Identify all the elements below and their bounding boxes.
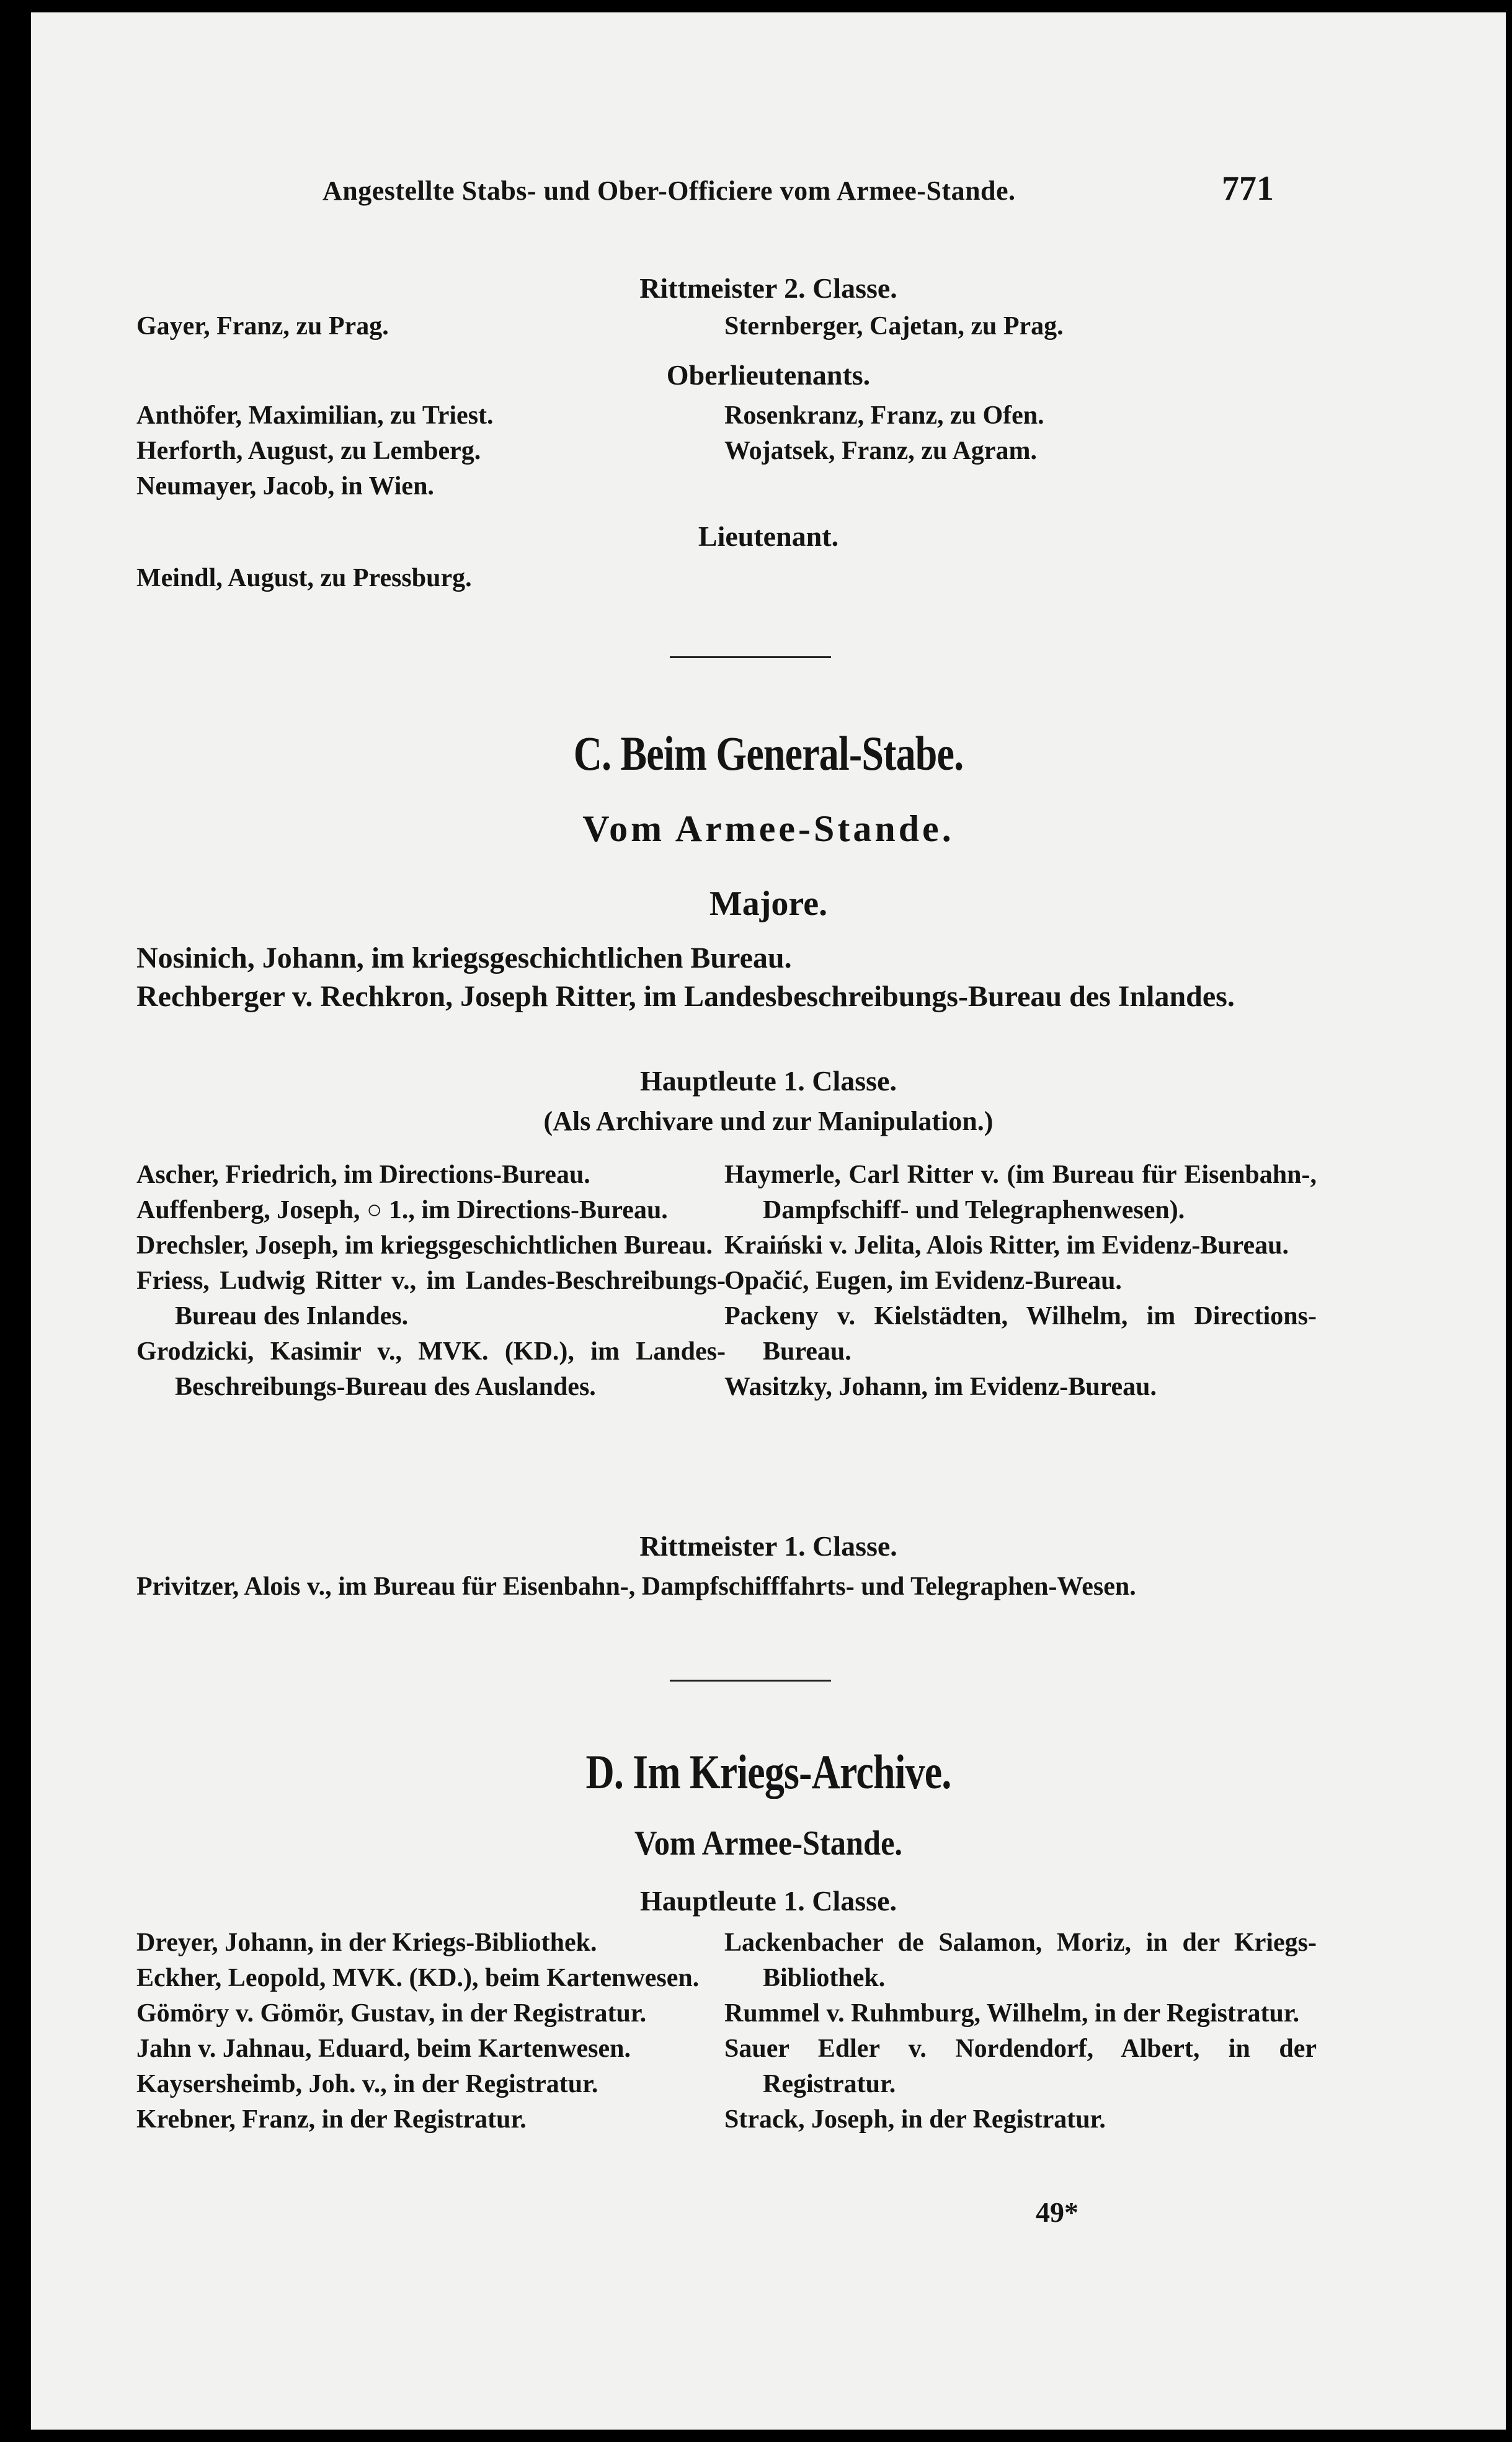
list-item: Neumayer, Jacob, in Wien. xyxy=(136,472,434,501)
list-item: Haymerle, Carl Ritter v. (im Bureau für Eisenbahn-, Dampfschiff- und Telegraphenwesen). xyxy=(724,1161,1317,1224)
list-item: Grodzicki, Kasimir v., MVK. (KD.), im Landes-Beschreibungs-Bureau des Auslandes. xyxy=(136,1337,726,1401)
heading-note: (Als Archivare und zur Manipulation.) xyxy=(543,1106,994,1136)
list-item: Meindl, August, zu Pressburg. xyxy=(136,564,472,592)
book-page xyxy=(31,12,1506,2430)
rank-heading-hauptleute-1-d: Hauptleute 1. Classe. xyxy=(640,1885,897,1917)
section-subtitle-c: Vom Armee-Stande. xyxy=(582,808,954,849)
page-number: 771 xyxy=(1222,169,1274,208)
list-item: Wasitzky, Johann, im Evidenz-Bureau. xyxy=(724,1373,1157,1401)
list-item: Anthöfer, Maximilian, zu Triest. xyxy=(136,401,494,430)
rank-heading-hauptleute-1: Hauptleute 1. Classe. xyxy=(640,1065,897,1097)
signature-mark: 49* xyxy=(1036,2196,1078,2228)
left-column xyxy=(136,1925,726,2137)
rank-heading-lieutenant: Lieutenant. xyxy=(698,520,839,552)
list-item: Eckher, Leopold, MVK. (KD.), beim Kartenwesen. xyxy=(136,1964,700,1992)
list-item: Jahn v. Jahnau, Eduard, beim Kartenwesen. xyxy=(136,2034,631,2063)
list-item: Auffenberg, Joseph, ○ 1., im Directions-Bureau. xyxy=(136,1196,668,1224)
list-item: Gömöry v. Gömör, Gustav, in der Registratur. xyxy=(136,1999,647,2028)
left-column xyxy=(136,309,726,344)
right-column xyxy=(724,398,1317,469)
right-column xyxy=(724,309,1317,344)
right-column xyxy=(724,1925,1317,2137)
left-column xyxy=(136,561,726,596)
right-column xyxy=(724,1157,1317,1405)
list-item: Rosenkranz, Franz, zu Ofen. xyxy=(724,401,1044,430)
section-divider xyxy=(670,1680,831,1682)
rittmeister-1-list xyxy=(136,1569,1318,1605)
list-item: Sauer Edler v. Nordendorf, Albert, in der Registratur. xyxy=(724,2034,1317,2098)
list-item: Privitzer, Alois v., im Bureau für Eisenbahn-, Dampfschifffahrts- und Telegraphen-Wesen. xyxy=(136,1572,1136,1601)
section-divider xyxy=(670,656,831,658)
left-column xyxy=(136,398,726,504)
list-item: Dreyer, Johann, in der Kriegs-Bibliothek. xyxy=(136,1928,597,1957)
list-item: Kaysersheimb, Joh. v., in der Registratur. xyxy=(136,2070,598,2098)
rank-heading-majore: Majore. xyxy=(709,885,828,923)
list-item: Drechsler, Joseph, im kriegsgeschichtlichen Bureau. xyxy=(136,1231,713,1260)
rank-heading-rittmeister-2: Rittmeister 2. Classe. xyxy=(639,272,897,304)
running-header: Angestellte Stabs- und Ober-Officiere vom Armee-Stande. xyxy=(322,176,1016,206)
list-item: Ascher, Friedrich, im Directions-Bureau. xyxy=(136,1161,590,1189)
list-item: Herforth, August, zu Lemberg. xyxy=(136,437,481,465)
list-item: Sternberger, Cajetan, zu Prag. xyxy=(724,312,1064,341)
list-item: Rechberger v. Rechkron, Joseph Ritter, im Landesbeschreibungs-Bureau des Inlandes. xyxy=(136,980,1235,1013)
left-column xyxy=(136,1157,726,1405)
list-item: Rummel v. Ruhmburg, Wilhelm, in der Registratur. xyxy=(724,1999,1300,2028)
majore-list xyxy=(136,939,1318,1016)
list-item: Gayer, Franz, zu Prag. xyxy=(136,312,389,341)
rank-heading-rittmeister-1: Rittmeister 1. Classe. xyxy=(639,1530,897,1562)
list-item: Krebner, Franz, in der Registratur. xyxy=(136,2105,527,2134)
list-item: Nosinich, Johann, im kriegsgeschichtlichen Bureau. xyxy=(136,942,792,974)
list-item: Strack, Joseph, in der Registratur. xyxy=(724,2105,1106,2134)
section-title-d: D. Im Kriegs-Archive. xyxy=(585,1745,951,1799)
list-item: Opačić, Eugen, im Evidenz-Bureau. xyxy=(724,1267,1122,1295)
list-item: Kraiński v. Jelita, Alois Ritter, im Evidenz-Bureau. xyxy=(724,1231,1289,1260)
rank-heading-oberlieutenants: Oberlieutenants. xyxy=(666,359,871,391)
section-subtitle-d: Vom Armee-Stande. xyxy=(634,1824,903,1863)
list-item: Wojatsek, Franz, zu Agram. xyxy=(724,437,1037,465)
list-item: Packeny v. Kielstädten, Wilhelm, im Directions-Bureau. xyxy=(724,1302,1317,1366)
section-title-c: C. Beim General-Stabe. xyxy=(573,726,964,780)
list-item: Friess, Ludwig Ritter v., im Landes-Beschreibungs-Bureau des Inlandes. xyxy=(136,1267,726,1330)
list-item: Lackenbacher de Salamon, Moriz, in der Kriegs-Bibliothek. xyxy=(724,1928,1317,1992)
